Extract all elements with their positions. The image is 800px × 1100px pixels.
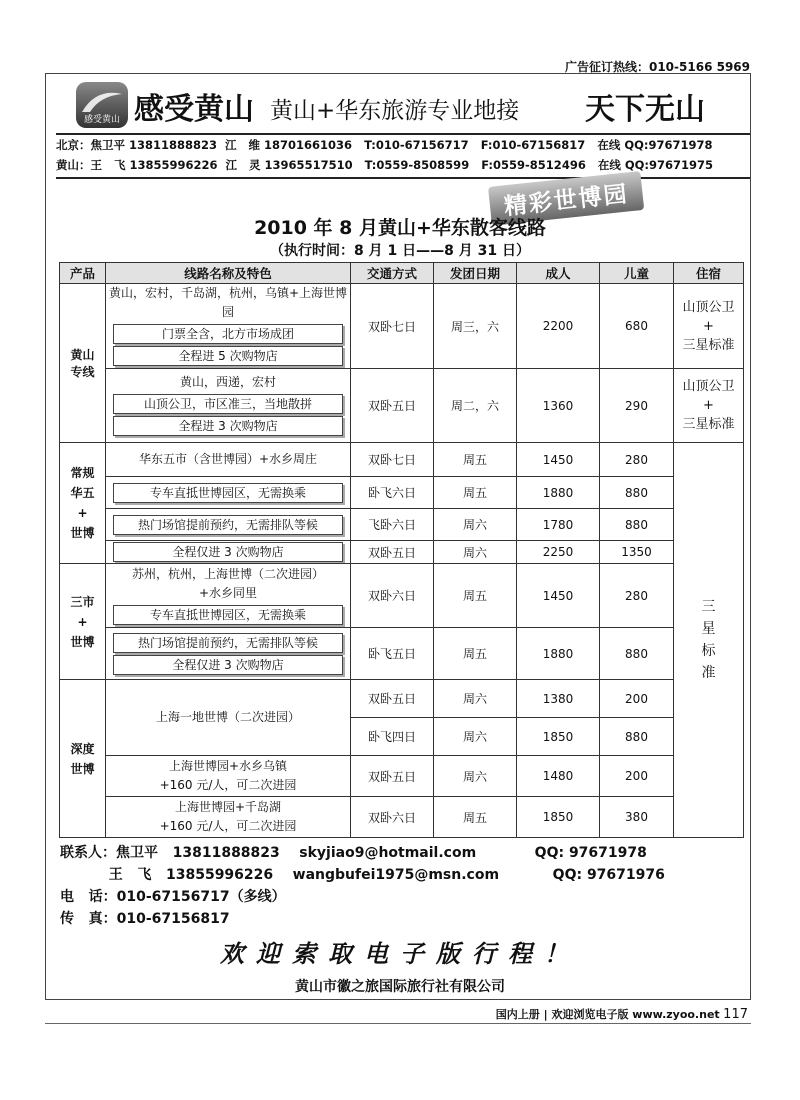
route-feature: 热门场馆提前预约，无需排队等候 — [113, 515, 343, 535]
execution-period: （执行时间：8 月 1 日——8 月 31 日） — [270, 243, 530, 259]
route-cell — [106, 443, 351, 477]
table-row — [60, 564, 744, 628]
date-cell: 周六 — [434, 756, 517, 797]
col-header: 成人 — [517, 263, 600, 284]
date-cell: 周五 — [434, 564, 517, 628]
adult-price: 1780 — [517, 509, 600, 541]
adult-price: 1450 — [517, 564, 600, 628]
date-cell: 周六 — [434, 718, 517, 756]
child-price: 200 — [600, 756, 674, 797]
adult-price: 1480 — [517, 756, 600, 797]
product-cell: 深度 世博 — [60, 680, 106, 838]
route-feature: 专车直抵世博园区，无需换乘 — [113, 605, 343, 625]
route-cell — [106, 369, 351, 443]
route-name: 华东五市（含世博园）+水乡周庄 — [138, 452, 318, 466]
product-cell: 三市 + 世博 — [60, 564, 106, 680]
lodging-cell: 山顶公卫 + 三星标准 — [674, 369, 744, 443]
contact-beijing: 北京：焦卫平 13811888823 江 维 18701661036 T:010-67156717 F:010-67156817 在线 QQ:97671978 — [56, 138, 713, 152]
product-cell: 常规 华五 + 世博 — [60, 443, 106, 564]
footer-rule — [45, 1023, 751, 1024]
logo-caption: 感受黄山 — [83, 115, 120, 125]
child-price: 280 — [600, 564, 674, 628]
child-price: 380 — [600, 797, 674, 838]
child-price: 280 — [600, 443, 674, 477]
table-row — [60, 284, 744, 369]
traffic-cell: 卧飞四日 — [351, 718, 434, 756]
contact-huangshan: 黄山：王 飞 13855996226 江 灵 13965517510 T:0559-8508599 F:0559-8512496 在线 QQ:97671975 — [56, 158, 713, 172]
route-cell — [106, 541, 351, 564]
traffic-cell: 飞卧六日 — [351, 509, 434, 541]
brand-tagline: 黄山+华东旅游专业地接 — [270, 98, 520, 124]
traffic-cell: 双卧五日 — [351, 369, 434, 443]
welcome-banner: 欢迎索取电子版行程！ — [220, 939, 580, 968]
date-cell: 周六 — [434, 509, 517, 541]
adult-price: 1360 — [517, 369, 600, 443]
table-header-row — [60, 263, 744, 284]
child-price: 880 — [600, 509, 674, 541]
folio-text: 国内上册 | 欢迎浏览电子版 www.zyoo.net — [495, 1008, 720, 1021]
child-price: 680 — [600, 284, 674, 369]
product-cell: 黄山 专线 — [60, 284, 106, 443]
table-row — [60, 369, 744, 443]
date-cell: 周六 — [434, 680, 517, 718]
route-name: 黄山，西递，宏村 — [179, 375, 276, 389]
table-row — [60, 509, 744, 541]
lodging-cell: 山顶公卫 + 三星标准 — [674, 284, 744, 369]
table-row — [60, 797, 744, 838]
page-number: 117 — [723, 1007, 748, 1022]
brand-logo — [76, 82, 128, 128]
adult-price: 1850 — [517, 797, 600, 838]
brand-slogan: 天下无山 — [585, 92, 705, 127]
route-feature: 门票全含，北方市场成团 — [113, 324, 343, 344]
route-cell — [106, 680, 351, 756]
table-row — [60, 443, 744, 477]
date-cell: 周三，六 — [434, 284, 517, 369]
route-cell — [106, 564, 351, 628]
route-feature: 全程进 5 次购物店 — [113, 346, 343, 366]
table-row — [60, 477, 744, 509]
table-row — [60, 756, 744, 797]
route-feature: 热门场馆提前预约，无需排队等候 — [113, 633, 343, 653]
traffic-cell: 双卧六日 — [351, 564, 434, 628]
date-cell: 周五 — [434, 443, 517, 477]
traffic-cell: 双卧七日 — [351, 284, 434, 369]
child-price: 290 — [600, 369, 674, 443]
date-cell: 周五 — [434, 477, 517, 509]
adult-price: 1850 — [517, 718, 600, 756]
route-name: 黄山，宏村，千岛湖，杭州，乌镇+上海世博园 — [108, 286, 348, 319]
child-price: 880 — [600, 628, 674, 680]
date-cell: 周六 — [434, 541, 517, 564]
traffic-cell: 卧飞六日 — [351, 477, 434, 509]
route-feature: 专车直抵世博园区，无需换乘 — [113, 483, 343, 503]
route-cell — [106, 284, 351, 369]
route-feature: 全程仅进 3 次购物店 — [113, 655, 343, 675]
route-name: 上海世博园+水乡乌镇 +160 元/人，可二次进园 — [159, 759, 297, 792]
adult-price: 1880 — [517, 477, 600, 509]
date-cell: 周五 — [434, 797, 517, 838]
traffic-cell: 双卧五日 — [351, 541, 434, 564]
col-header: 交通方式 — [351, 263, 434, 284]
adult-price: 1880 — [517, 628, 600, 680]
route-feature: 山顶公卫，市区准三，当地散拼 — [113, 394, 343, 414]
ad-hotline: 广告征订热线：010-5166 5969 — [564, 60, 750, 74]
route-cell — [106, 797, 351, 838]
route-cell — [106, 756, 351, 797]
child-price: 200 — [600, 680, 674, 718]
route-feature: 全程进 3 次购物店 — [113, 416, 343, 436]
col-header: 住宿 — [674, 263, 744, 284]
col-header: 发团日期 — [434, 263, 517, 284]
table-row — [60, 628, 744, 680]
col-header: 产品 — [60, 263, 106, 284]
header-rule-top — [56, 133, 750, 135]
traffic-cell: 双卧七日 — [351, 443, 434, 477]
child-price: 880 — [600, 718, 674, 756]
date-cell: 周五 — [434, 628, 517, 680]
footer-phone: 电 话：010-67156717（多线） — [60, 889, 286, 905]
expo-stamp: 精彩世博园 — [488, 171, 644, 226]
adult-price: 1380 — [517, 680, 600, 718]
company-name: 黄山市徽之旅国际旅行社有限公司 — [295, 979, 505, 995]
header-rule-bottom — [56, 177, 750, 179]
table-row — [60, 680, 744, 718]
col-header: 儿童 — [600, 263, 674, 284]
brand-name: 感受黄山 — [134, 92, 254, 127]
footer-contact-2: 王 飞 13855996226 wangbufei1975@msn.com QQ: 97671976 — [60, 867, 665, 883]
col-header: 线路名称及特色 — [106, 263, 351, 284]
routes-table — [59, 262, 744, 838]
traffic-cell: 双卧五日 — [351, 756, 434, 797]
child-price: 880 — [600, 477, 674, 509]
route-name: 苏州，杭州，上海世博（二次进园） +水乡同里 — [131, 566, 324, 600]
child-price: 1350 — [600, 541, 674, 564]
route-cell — [106, 628, 351, 680]
adult-price: 2200 — [517, 284, 600, 369]
traffic-cell: 双卧五日 — [351, 680, 434, 718]
traffic-cell: 双卧六日 — [351, 797, 434, 838]
traffic-cell: 卧飞五日 — [351, 628, 434, 680]
adult-price: 1450 — [517, 443, 600, 477]
route-name: 上海一地世博（二次进园） — [155, 710, 300, 724]
lodging-cell: 三 星 标 准 — [674, 443, 744, 838]
page-folio — [496, 1006, 748, 1022]
route-cell — [106, 509, 351, 541]
route-feature: 全程仅进 3 次购物店 — [113, 542, 343, 562]
route-name: 上海世博园+千岛湖 +160 元/人，可二次进园 — [159, 800, 297, 833]
adult-price: 2250 — [517, 541, 600, 564]
page-title: 2010 年 8 月黄山+华东散客线路 — [254, 217, 546, 239]
table-row — [60, 541, 744, 564]
date-cell: 周二，六 — [434, 369, 517, 443]
route-cell — [106, 477, 351, 509]
footer-contact-1: 联系人：焦卫平 13811888823 skyjiao9@hotmail.com QQ: 97671978 — [60, 845, 647, 861]
footer-fax: 传 真：010-67156817 — [60, 911, 230, 927]
